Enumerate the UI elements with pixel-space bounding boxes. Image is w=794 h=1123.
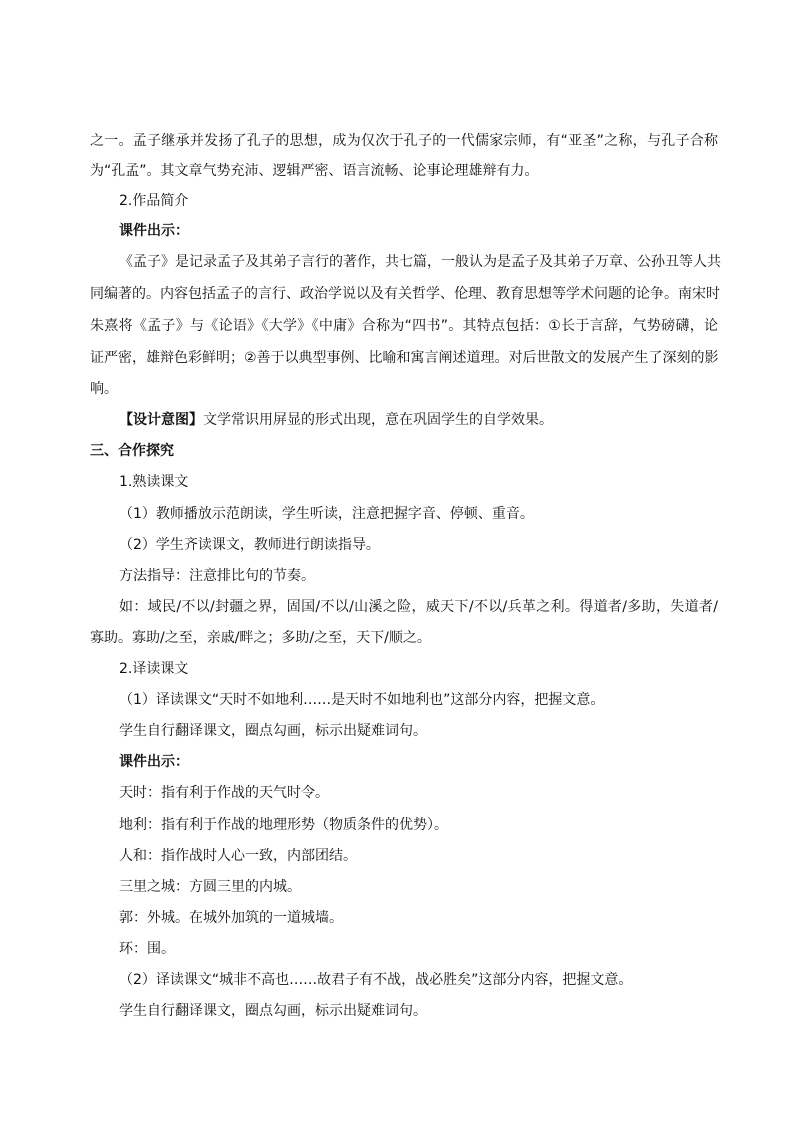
glossary-item: 地利：指有利于作战的地理形势（物质条件的优势）。 xyxy=(119,817,448,833)
read-step-2: （2）学生齐读课文，教师进行朗读指导。 xyxy=(119,537,380,553)
glossary-item: 人和：指作战时人心一致，内部团结。 xyxy=(119,848,357,864)
method-guidance: 方法指导：注意排比句的节奏。 xyxy=(119,568,315,584)
intro-paragraph-line-2: 为“孔孟”。其文章气势充沛、逻辑严密、语言流畅、论事论理雄辩有力。 xyxy=(90,163,539,179)
heading-translate-text: 2.译读课文 xyxy=(119,661,189,677)
works-paragraph-line-5: 响。 xyxy=(90,381,118,397)
works-paragraph-line-4: 证严密，雄辩色彩鲜明；②善于以典型事例、比喻和寓言阐述道理。对后世散文的发展产生了深刻的影 xyxy=(90,350,719,366)
glossary-item: 环：围。 xyxy=(119,941,175,957)
heading-works-intro: 2.作品简介 xyxy=(119,193,189,209)
section-heading-cooperative-inquiry: 三、合作探究 xyxy=(90,443,174,459)
works-paragraph-line-2: 同编著的。内容包括孟子的言行、政治学说以及有关哲学、伦理、教育思想等学术问题的论争。南宋时 xyxy=(90,286,720,302)
courseware-label: 课件出示： xyxy=(119,223,189,239)
read-step-1: （1）教师播放示范朗读，学生听读，注意把握字音、停顿、重音。 xyxy=(119,506,534,522)
glossary-item: 三里之城：方圆三里的内城。 xyxy=(119,879,301,895)
design-intent-label: 【设计意图】 xyxy=(119,412,203,428)
glossary-item: 天时：指有利于作战的天气时令。 xyxy=(119,785,329,801)
self-translate-2: 学生自行翻译课文，圈点勾画，标示出疑难词句。 xyxy=(119,1003,427,1019)
translate-step-2: （2）译读课文“城非不高也……故君子有不战，战必胜矣”这部分内容，把握文意。 xyxy=(119,972,633,988)
design-intent-text: 文学常识用屏显的形式出现，意在巩固学生的自学效果。 xyxy=(203,412,553,428)
intro-paragraph-line-1: 之一。孟子继承并发扬了孔子的思想，成为仅次于孔子的一代儒家宗师，有“亚圣”之称，与孔子合称 xyxy=(90,133,718,149)
courseware-label: 课件出示： xyxy=(119,754,189,770)
example-line-2: 寡助。寡助/之至，亲戚/畔之；多助/之至，天下/顺之。 xyxy=(90,630,431,646)
translate-step-1: （1）译读课文“天时不如地利……是天时不如地利也”这部分内容，把握文意。 xyxy=(119,692,605,708)
design-intent xyxy=(119,410,553,430)
works-paragraph-line-3: 朱熹将《孟子》与《论语》《大学》《中庸》合称为“四书”。其特点包括：①长于言辞，气势磅礴，论 xyxy=(90,318,718,334)
works-paragraph-line-1: 《孟子》是记录孟子及其弟子言行的著作，共七篇，一般认为是孟子及其弟子万章、公孙丑等人共 xyxy=(119,254,721,270)
heading-read-text: 1.熟读课文 xyxy=(119,474,189,490)
self-translate-1: 学生自行翻译课文，圈点勾画，标示出疑难词句。 xyxy=(119,723,427,739)
glossary-item: 郭：外城。在城外加筑的一道城墙。 xyxy=(119,910,343,926)
example-line-1: 如：域民/不以/封疆之界，固国/不以/山溪之险，威天下/不以/兵革之利。得道者/多助，失道者/ xyxy=(119,599,718,615)
